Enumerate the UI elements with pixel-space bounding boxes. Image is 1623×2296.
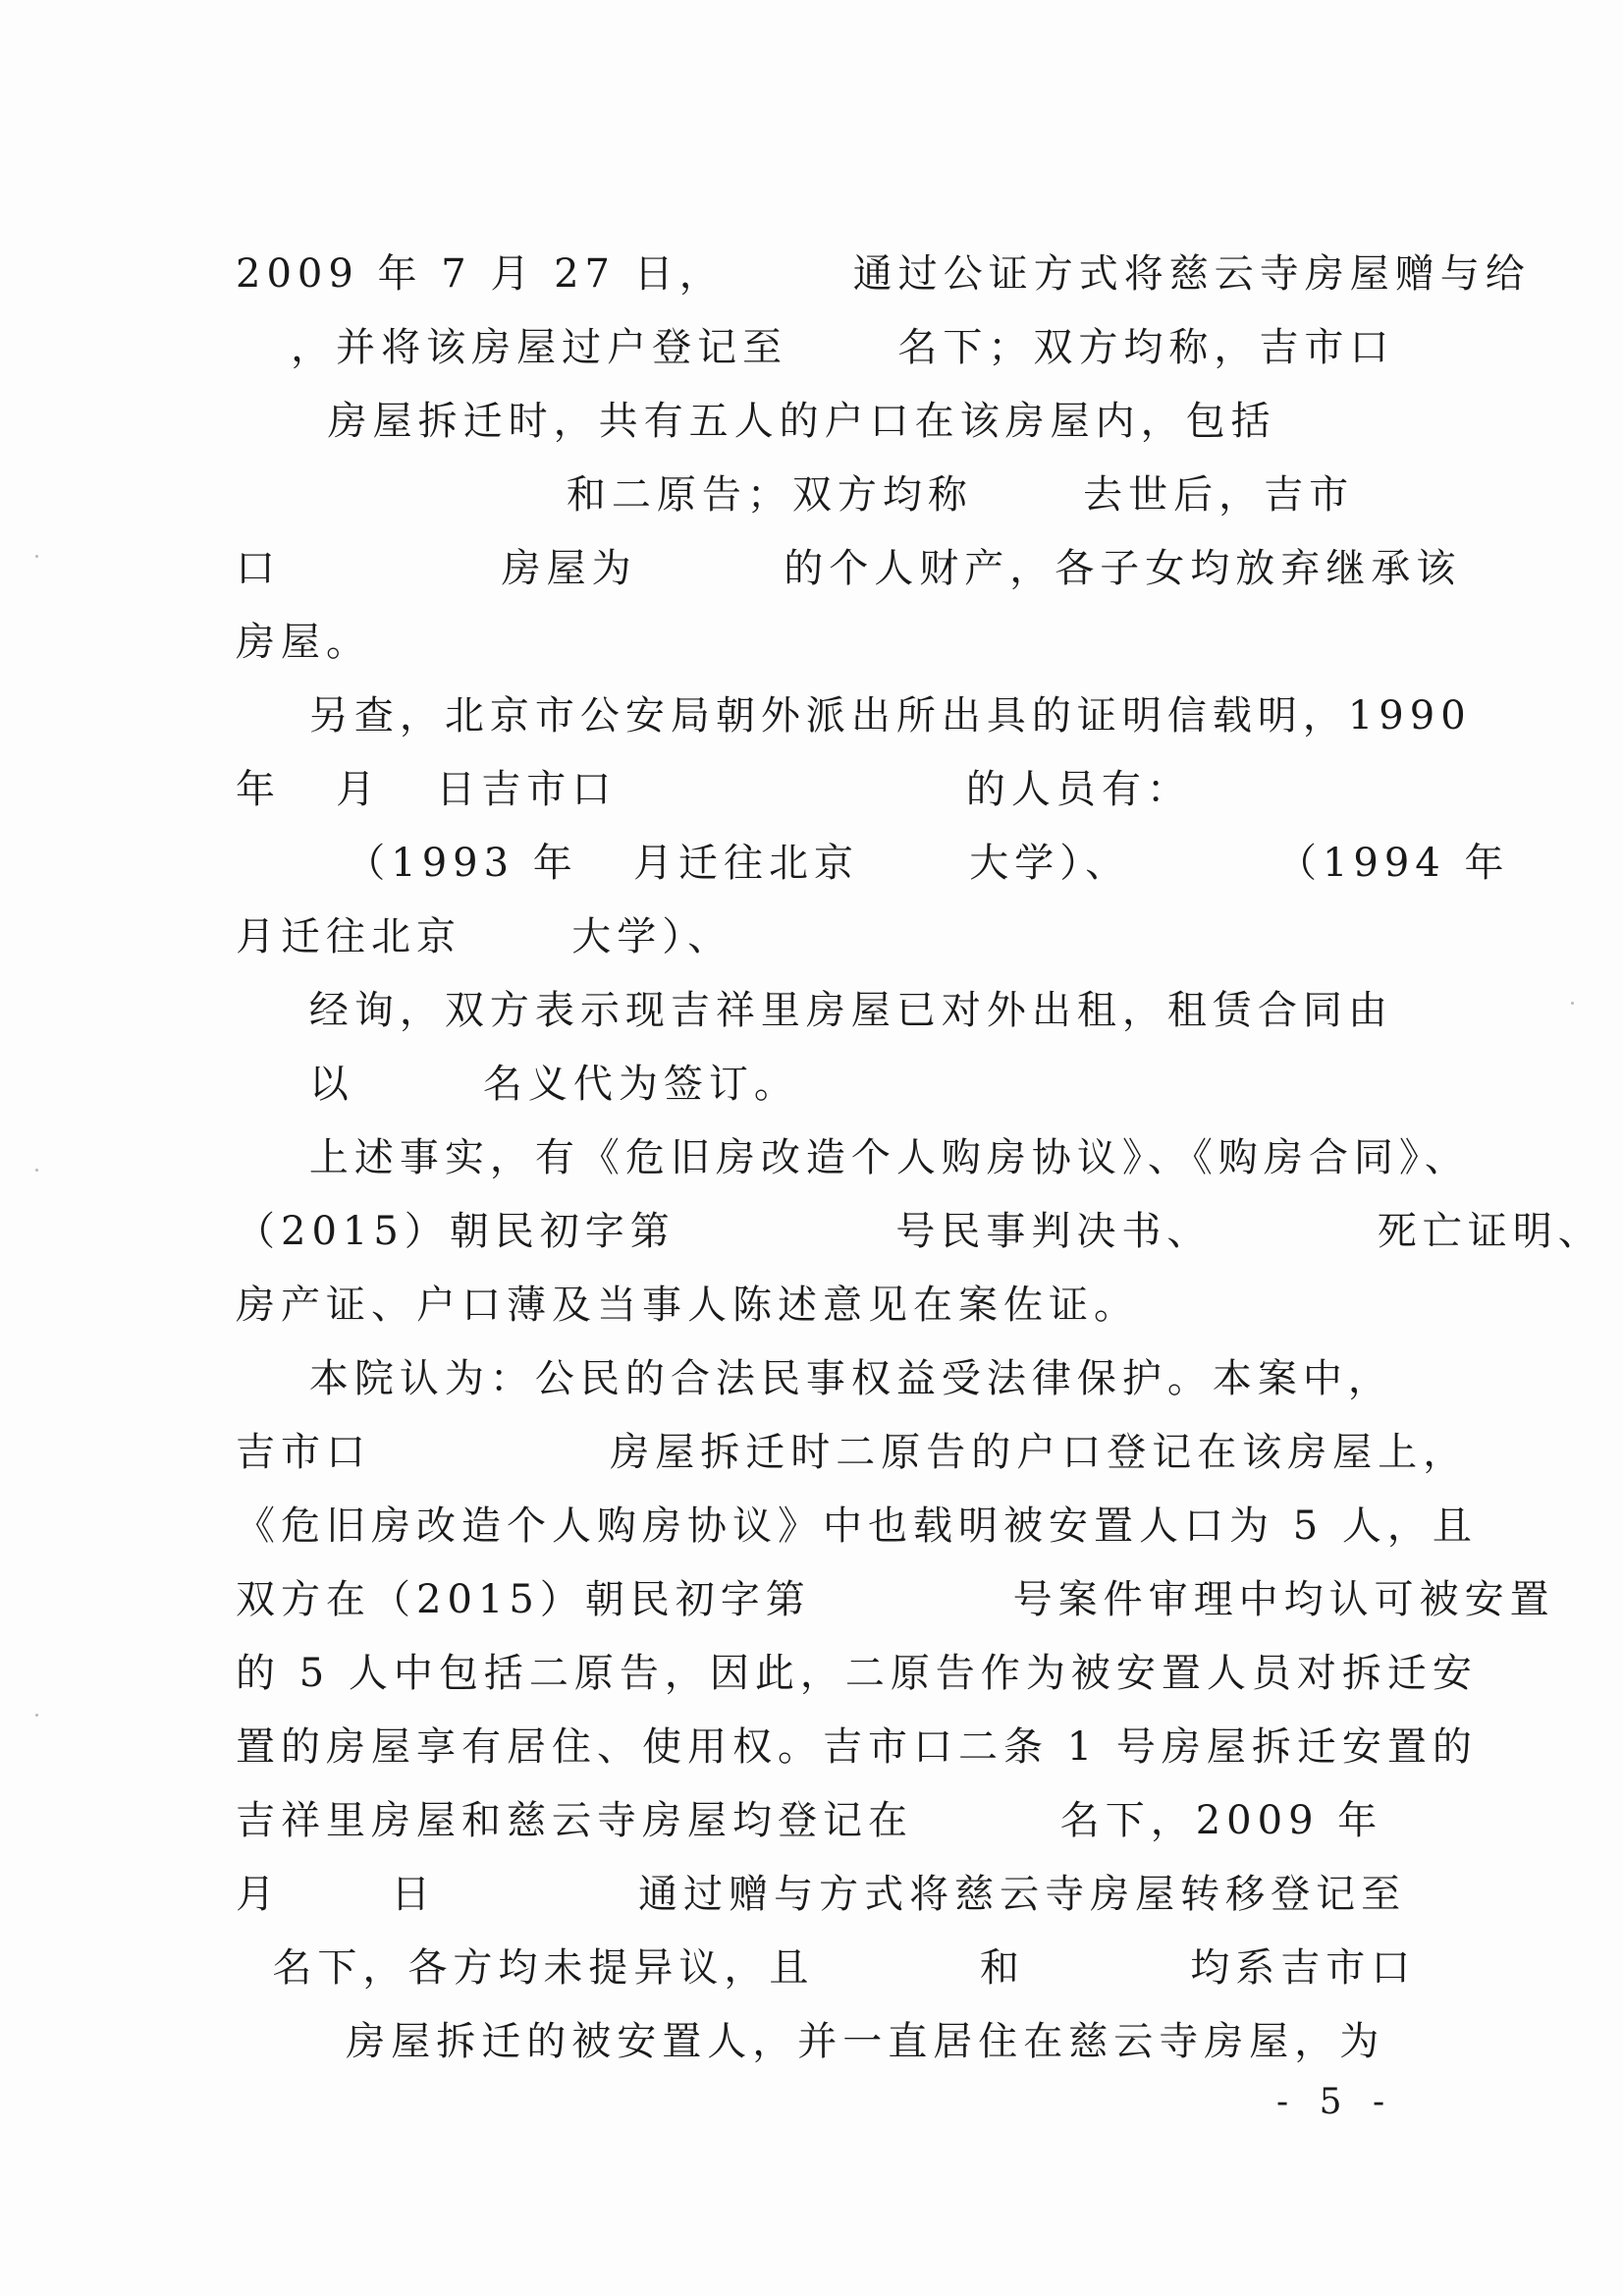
text-line-9: （1993 年 月迁往北京 大学）、 （1994 年 — [236, 841, 1510, 886]
scan-speck — [35, 555, 38, 558]
text-line-24: 名下，各方均未提异议，且 和 均系吉市口 — [236, 1945, 1417, 1991]
text-line-3: 房屋拆迁时，共有五人的户口在该房屋内，包括 — [236, 399, 1276, 444]
text-line-13: 上述事实，有《危旧房改造个人购房协议》、《购房合同》、 — [236, 1135, 1470, 1180]
text-line-17: 吉市口 房屋拆迁时二原告的户口登记在该房屋上， — [236, 1430, 1469, 1475]
text-line-16: 本院认为：公民的合法民事权益受法律保护。本案中， — [236, 1356, 1393, 1401]
text-line-19: 双方在（2015）朝民初字第 号案件审理中均认可被安置 — [236, 1577, 1555, 1622]
scan-speck — [35, 1169, 38, 1172]
text-line-1: 2009 年 7 月 27 日， 通过公证方式将慈云寺房屋赠与给 — [236, 251, 1531, 297]
text-line-21: 置的房屋享有居住、使用权。吉市口二条 1 号房屋拆迁安置的 — [236, 1724, 1478, 1770]
text-line-22: 吉祥里房屋和慈云寺房屋均登记在 名下，2009 年 — [236, 1798, 1383, 1843]
scan-speck — [35, 1714, 38, 1717]
scan-speck — [1571, 1002, 1574, 1005]
text-line-14: （2015）朝民初字第 号民事判决书、 死亡证明、 — [236, 1209, 1603, 1254]
text-line-23: 月 日 通过赠与方式将慈云寺房屋转移登记至 — [236, 1872, 1407, 1917]
text-line-12: 以 名义代为签订。 — [236, 1062, 799, 1107]
text-line-11: 经询，双方表示现吉祥里房屋已对外出租，租赁合同由 — [236, 988, 1393, 1033]
text-line-5: 口 房屋为 的个人财产，各子女均放弃继承该 — [236, 546, 1462, 591]
text-line-18: 《危旧房改造个人购房协议》中也载明被安置人口为 5 人，且 — [236, 1503, 1478, 1549]
text-line-8: 年 月 日吉市口 的人员有： — [236, 767, 1192, 812]
page-number: - 5 - — [1276, 2082, 1395, 2122]
text-line-6: 房屋。 — [236, 620, 371, 665]
text-line-2: ，并将该房屋过户登记至 名下；双方均称，吉市口 — [236, 325, 1395, 370]
text-line-10: 月迁往北京 大学）、 — [236, 914, 733, 959]
text-line-20: 的 5 人中包括二原告，因此，二原告作为被安置人员对拆迁安 — [236, 1651, 1478, 1696]
text-line-4: 和二原告；双方均称 去世后，吉市 — [236, 472, 1355, 518]
text-line-25: 房屋拆迁的被安置人，并一直居住在慈云寺房屋，为 — [236, 2019, 1385, 2064]
text-line-7: 另查，北京市公安局朝外派出所出具的证明信载明，1990 — [236, 693, 1472, 738]
text-line-15: 房产证、户口薄及当事人陈述意见在案佐证。 — [236, 1283, 1139, 1328]
